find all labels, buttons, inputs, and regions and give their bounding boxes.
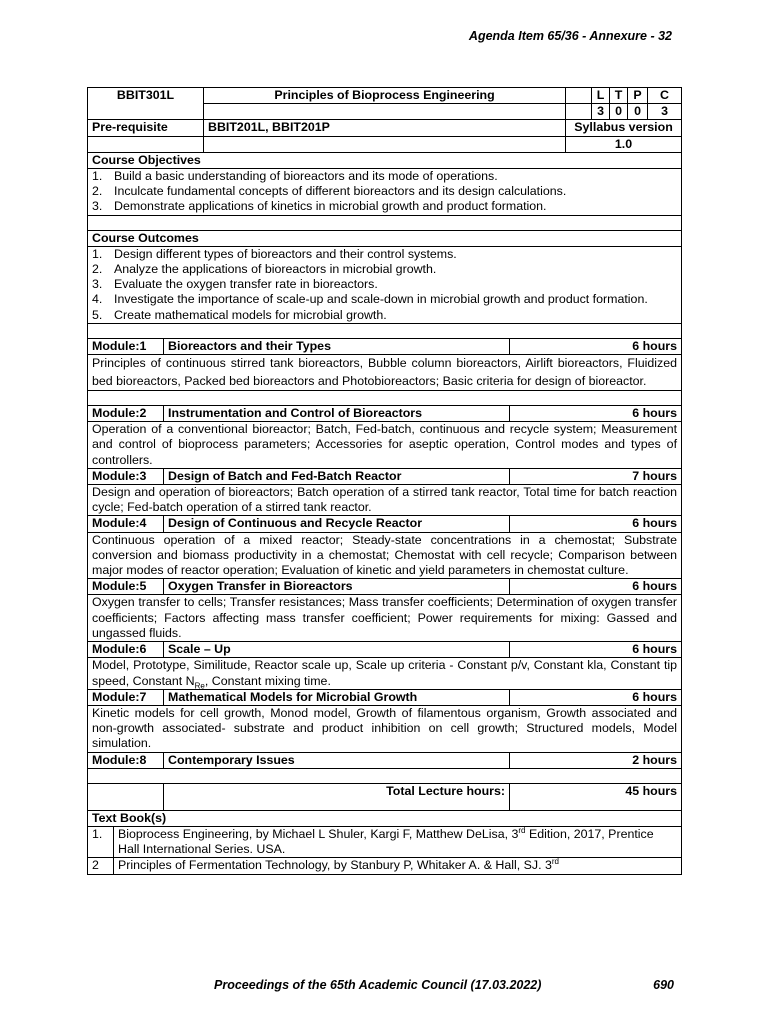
module-content: Continuous operation of a mixed reactor; Steady-state concentrations in a chemostat; Substrate conversion and biomass productivity in a chemostat; Chemostat with cell recycle; Comparison between major modes of reactor operation; Evaluation of kinetic and yield parameters in chemostat culture. xyxy=(88,532,682,579)
module-content: Oxygen transfer to cells; Transfer resistances; Mass transfer coefficients; Determination of oxygen transfer coefficients; Factors affecting mass transfer coefficient; Power requirements for mixing: Gassed and ungassed fluids. xyxy=(88,595,682,642)
module-hours: 7 hours xyxy=(510,468,682,484)
module-hours: 6 hours xyxy=(510,642,682,658)
module-hours: 2 hours xyxy=(510,752,682,768)
ltpc-value-c: 3 xyxy=(648,104,682,120)
module-title: Mathematical Models for Microbial Growth xyxy=(164,689,510,705)
module-label: Module:4 xyxy=(88,516,164,532)
textbook-entry: Principles of Fermentation Technology, by Stanbury P, Whitaker A. & Hall, SJ. 3rd xyxy=(114,858,682,874)
syllabus-table xyxy=(87,87,682,875)
module-title: Design of Continuous and Recycle Reactor xyxy=(164,516,510,532)
list-item: 1. Build a basic understanding of bioreactors and its mode of operations. xyxy=(92,169,498,184)
textbook-number: 1. xyxy=(88,826,114,857)
syllabus-version-value: 1.0 xyxy=(566,136,682,152)
course-title: Principles of Bioprocess Engineering xyxy=(204,88,566,104)
module-title: Instrumentation and Control of Bioreactors xyxy=(164,406,510,422)
ltpc-value-t: 0 xyxy=(610,104,628,120)
list-item: 2. Analyze the applications of bioreactors in microbial growth. xyxy=(92,262,437,277)
list-item: 4. Investigate the importance of scale-up and scale-down in microbial growth and product formation. xyxy=(92,292,648,307)
outcomes-heading: Course Outcomes xyxy=(88,230,682,246)
list-item: 3. Demonstrate applications of kinetics in microbial growth and product formation. xyxy=(92,199,547,214)
textbooks-heading: Text Book(s) xyxy=(88,810,682,826)
module-content: Design and operation of bioreactors; Batch operation of a stirred tank reactor, Total time for batch reaction cycle; Fed-batch operation of a stirred tank reactor. xyxy=(88,485,682,516)
list-item: 3. Evaluate the oxygen transfer rate in bioreactors. xyxy=(92,277,378,292)
textbook-number: 2 xyxy=(88,858,114,874)
module-hours: 6 hours xyxy=(510,579,682,595)
module-hours: 6 hours xyxy=(510,516,682,532)
module-label: Module:8 xyxy=(88,752,164,768)
module-label: Module:5 xyxy=(88,579,164,595)
page-header: Agenda Item 65/36 - Annexure - 32 xyxy=(468,29,672,43)
page-footer xyxy=(214,978,674,992)
module-content: Kinetic models for cell growth, Monod model, Growth of filamentous organism, Growth associated and non-growth associated- substrate and product inhibition on cell growth; Structured models, Model simulation. xyxy=(88,705,682,752)
module-label: Module:6 xyxy=(88,642,164,658)
course-code: BBIT301L xyxy=(88,88,204,120)
total-lecture-label: Total Lecture hours: xyxy=(164,783,510,810)
total-lecture-hours: 45 hours xyxy=(510,783,682,810)
module-title: Design of Batch and Fed-Batch Reactor xyxy=(164,468,510,484)
module-title: Contemporary Issues xyxy=(164,752,510,768)
list-item: 1. Design different types of bioreactors and their control systems. xyxy=(92,246,457,261)
list-item: 5. Create mathematical models for microbial growth. xyxy=(92,307,387,322)
prereq-value: BBIT201L, BBIT201P xyxy=(204,120,566,136)
module-label: Module:7 xyxy=(88,689,164,705)
ltpc-label-t: T xyxy=(610,88,628,104)
module-label: Module:3 xyxy=(88,468,164,484)
ltpc-label-c: C xyxy=(648,88,682,104)
module-content: Operation of a conventional bioreactor; Batch, Fed-batch, continuous and recycle system; Measurement and control of bioprocess parameters; Accessories for aseptic operation, Control modes and types of controllers. xyxy=(88,422,682,469)
module-label: Module:1 xyxy=(88,338,164,354)
module-title: Scale – Up xyxy=(164,642,510,658)
syllabus-version-label: Syllabus version xyxy=(566,120,682,136)
module-title: Oxygen Transfer in Bioreactors xyxy=(164,579,510,595)
outcomes-list xyxy=(88,246,682,323)
module-hours: 6 hours xyxy=(510,689,682,705)
list-item: 2. Inculcate fundamental concepts of different bioreactors and its design calculations. xyxy=(92,184,567,199)
prereq-label: Pre-requisite xyxy=(88,120,204,136)
ltpc-label-l: L xyxy=(592,88,610,104)
footer-text: Proceedings of the 65th Academic Council (17.03.2022) xyxy=(214,978,542,992)
ltpc-value-p: 0 xyxy=(628,104,648,120)
ltpc-value-l: 3 xyxy=(592,104,610,120)
module-hours: 6 hours xyxy=(510,406,682,422)
ltpc-label-p: P xyxy=(628,88,648,104)
module-content: Model, Prototype, Similitude, Reactor scale up, Scale up criteria - Constant p/v, Constant kla, Constant tip speed, Constant $N_{Re}$, Constant mixing time. xyxy=(88,658,682,689)
module-label: Module:2 xyxy=(88,406,164,422)
objectives-heading: Course Objectives xyxy=(88,152,682,168)
textbook-entry: Bioprocess Engineering, by Michael L Shuler, Kargi F, Matthew DeLisa, 3rd Edition, 2017, Prentice Hall International Series. USA. xyxy=(114,826,682,857)
module-content: Principles of continuous stirred tank bioreactors, Bubble column bioreactors, Airlift bioreactors, Fluidized bed bioreactors, Packed bed bioreactors and Photobioreactors; Basic criteria for design of bioreactor. xyxy=(88,355,682,391)
page-number: 690 xyxy=(653,978,674,992)
objectives-list xyxy=(88,169,682,216)
module-hours: 6 hours xyxy=(510,338,682,354)
module-title: Bioreactors and their Types xyxy=(164,338,510,354)
